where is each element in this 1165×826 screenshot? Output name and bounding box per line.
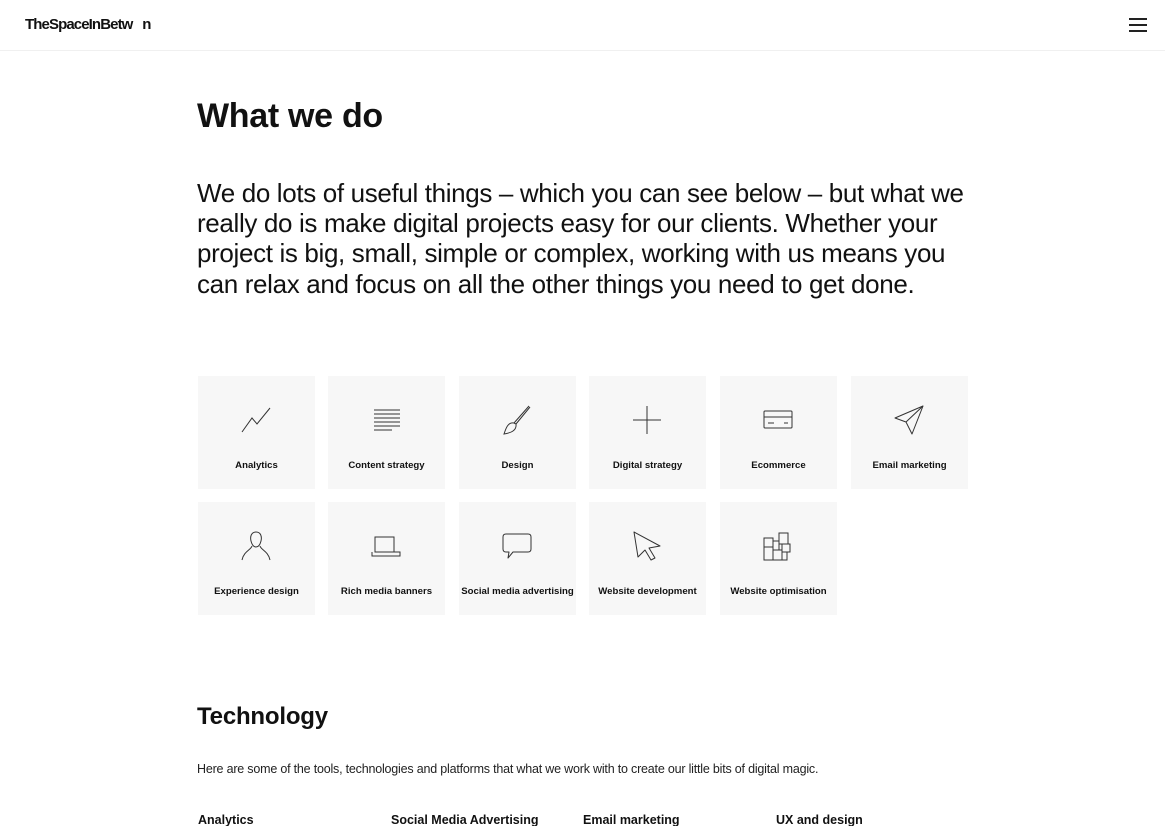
- service-label: Rich media banners: [340, 586, 433, 597]
- service-label: Ecommerce: [751, 460, 806, 471]
- service-tile-ecommerce[interactable]: [720, 376, 837, 489]
- user-icon: [239, 529, 273, 563]
- service-tile-experience-design[interactable]: [198, 502, 315, 615]
- page-title: What we do: [197, 97, 383, 135]
- service-label: Analytics: [235, 460, 278, 471]
- tech-column-social-media-advertising: Social Media Advertising: [391, 813, 539, 826]
- speech-bubble-icon: [500, 529, 534, 563]
- credit-card-icon: [761, 403, 795, 437]
- paintbrush-icon: [500, 403, 534, 437]
- text-lines-icon: [369, 403, 403, 437]
- service-label: Experience design: [214, 586, 299, 597]
- service-tile-website-development[interactable]: [589, 502, 706, 615]
- service-label: Website optimisation: [730, 586, 827, 597]
- blocks-icon: [761, 529, 795, 563]
- technology-title: Technology: [197, 703, 328, 730]
- cursor-icon: [630, 529, 664, 563]
- tech-column-analytics: Analytics: [198, 813, 254, 826]
- service-tile-digital-strategy[interactable]: [589, 376, 706, 489]
- technology-description: Here are some of the tools, technologies and platforms that what we work with to create our little bits of digital magic.: [197, 762, 819, 776]
- service-label: Social media advertising: [461, 586, 574, 597]
- service-tile-email-marketing[interactable]: [851, 376, 968, 489]
- plus-icon: [630, 403, 664, 437]
- tech-column-ux-and-design: UX and design: [776, 813, 863, 826]
- service-tile-rich-media-banners[interactable]: [328, 502, 445, 615]
- service-label: Website development: [598, 586, 697, 597]
- site-logo[interactable]: TheSpaceInBetw n: [25, 16, 151, 33]
- service-label: Email marketing: [872, 460, 947, 471]
- laptop-icon: [369, 529, 403, 563]
- service-tile-analytics[interactable]: [198, 376, 315, 489]
- service-label: Digital strategy: [612, 460, 683, 471]
- service-label: Content strategy: [348, 460, 425, 471]
- top-bar: [0, 0, 1165, 51]
- hamburger-menu-icon[interactable]: [1128, 16, 1148, 34]
- service-tile-website-optimisation[interactable]: [720, 502, 837, 615]
- paper-plane-icon: [892, 403, 926, 437]
- service-tile-content-strategy[interactable]: [328, 376, 445, 489]
- service-label: Design: [501, 460, 534, 471]
- line-chart-icon: [239, 403, 273, 437]
- service-tile-design[interactable]: [459, 376, 576, 489]
- service-tile-social-media-advertising[interactable]: [459, 502, 576, 615]
- intro-text: We do lots of useful things – which you can see below – but what we really do is make digital projects easy for our clients. Whether your project is big, small, simple or complex, working with us means you can relax and focus on all the other things you need to get done.: [197, 178, 964, 299]
- tech-column-email-marketing: Email marketing: [583, 813, 680, 826]
